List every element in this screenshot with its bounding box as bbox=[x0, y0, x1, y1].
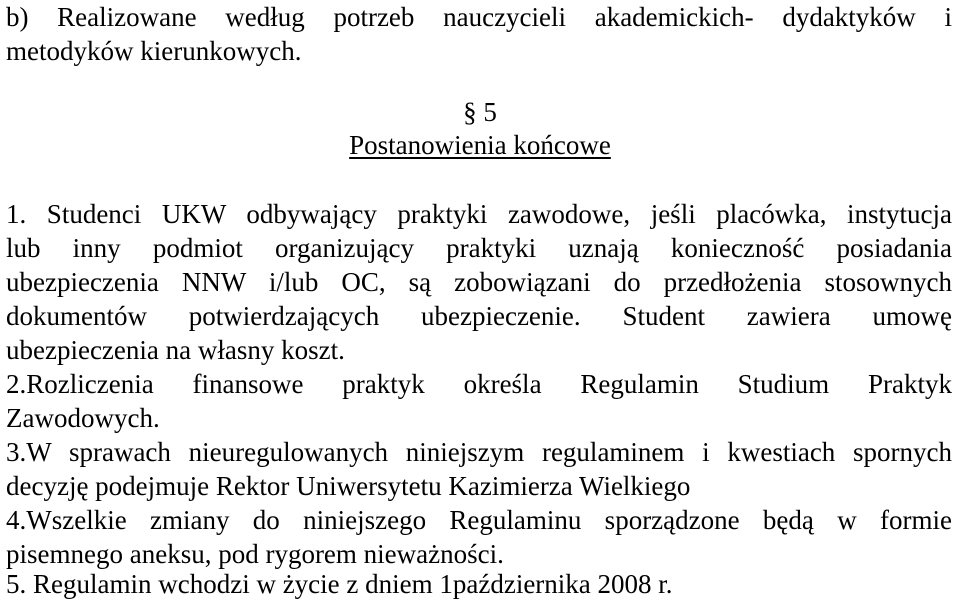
paragraph-5-line-1: 5. Regulamin wchodzi w życie z dniem 1października 2008 r. bbox=[6, 569, 673, 599]
intro-item-line-2: metodyków kierunkowych. bbox=[6, 36, 302, 66]
section-number-value: 5 bbox=[483, 97, 497, 127]
intro-item-line-1: b) Realizowane według potrzeb nauczycieli akademickich- dydaktyków i bbox=[6, 2, 952, 32]
paragraph-1-line-4: dokumentów potwierdzających ubezpieczenie. Student zawiera umowę bbox=[6, 301, 952, 331]
paragraph-3-line-1: 3.W sprawach nieuregulowanych niniejszym regulaminem i kwestiach spornych bbox=[6, 437, 952, 467]
paragraph-3-line-2: decyzję podejmuje Rektor Uniwersytetu Kazimierza Wielkiego bbox=[6, 471, 691, 501]
paragraph-2-line-1: 2.Rozliczenia finansowe praktyk określa Regulamin Studium Praktyk bbox=[6, 369, 952, 399]
paragraph-2-line-2: Zawodowych. bbox=[6, 403, 160, 433]
section-number bbox=[0, 95, 960, 129]
paragraph-1-line-1: 1. Studenci UKW odbywający praktyki zawodowe, jeśli placówka, instytucja bbox=[6, 199, 952, 229]
section-title-row bbox=[0, 128, 960, 162]
paragraph-1-line-3: ubezpieczenia NNW i/lub OC, są zobowiązani do przedłożenia stosownych bbox=[6, 267, 952, 297]
section-title: Postanowienia końcowe bbox=[349, 130, 611, 160]
paragraph-4-line-2: pisemnego aneksu, pod rygorem nieważności. bbox=[6, 539, 504, 569]
section-symbol: § bbox=[463, 97, 477, 127]
paragraph-1-line-2: lub inny podmiot organizujący praktyki uznają konieczność posiadania bbox=[6, 233, 952, 263]
paragraph-4-line-1: 4.Wszelkie zmiany do niniejszego Regulaminu sporządzone będą w formie bbox=[6, 505, 952, 535]
paragraph-1-line-5: ubezpieczenia na własny koszt. bbox=[6, 335, 345, 365]
